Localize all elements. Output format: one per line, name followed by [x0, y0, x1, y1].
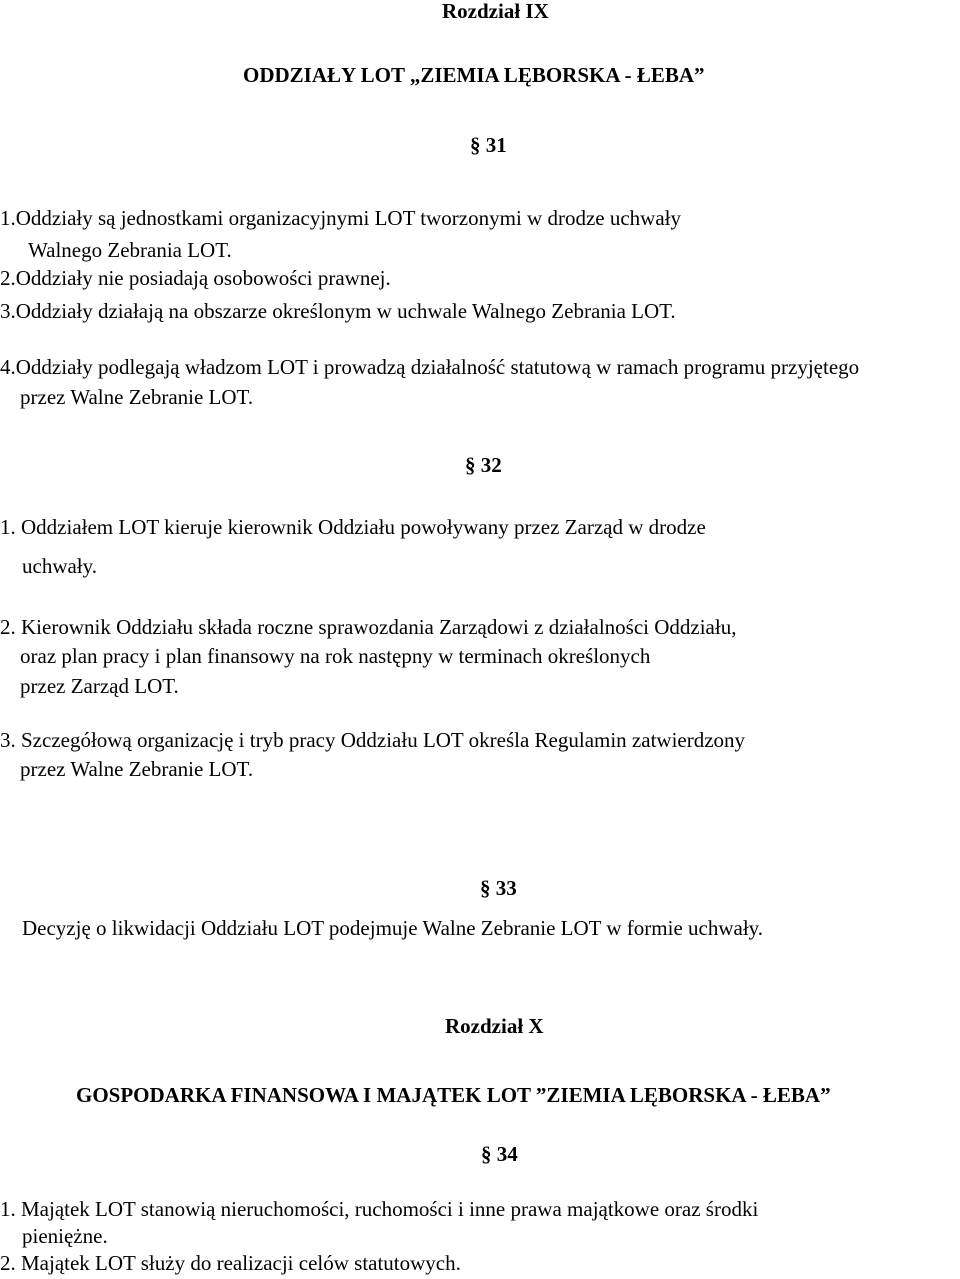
section-32-sign: § 32 [465, 453, 502, 477]
section-31-point-1-line-1: 1.Oddziały są jednostkami organizacyjnymi LOT tworzonymi w drodze uchwały [0, 206, 681, 230]
section-32-point-3-line-2: przez Walne Zebranie LOT. [20, 757, 254, 781]
chapter-9-title: ODDZIAŁY LOT „ZIEMIA LĘBORSKA - ŁEBA” [243, 63, 705, 87]
section-32-point-1-line-2: uchwały. [22, 554, 98, 578]
section-33-paragraph: Decyzję o likwidacji Oddziału LOT podejmuje Walne Zebranie LOT w formie uchwały. [22, 916, 764, 940]
chapter-10-title: GOSPODARKA FINANSOWA I MAJĄTEK LOT ”ZIEMIA LĘBORSKA - ŁEBA” [76, 1083, 831, 1107]
section-33-sign: § 33 [480, 876, 517, 900]
section-31-sign: § 31 [470, 133, 507, 157]
chapter-9-heading: Rozdział IX [442, 0, 549, 23]
section-32-point-2-line-2: oraz plan pracy i plan finansowy na rok następny w terminach określonych [20, 644, 651, 668]
section-31-point-4-line-2: przez Walne Zebranie LOT. [20, 385, 254, 409]
section-31-point-3: 3.Oddziały działają na obszarze określonym w uchwale Walnego Zebrania LOT. [0, 299, 676, 323]
section-34-point-2: 2. Majątek LOT służy do realizacji celów statutowych. [0, 1251, 461, 1275]
section-32-point-3-line-1: 3. Szczegółową organizację i tryb pracy Oddziału LOT określa Regulamin zatwierdzony [0, 728, 746, 752]
section-32-point-2-line-3: przez Zarząd LOT. [20, 674, 179, 698]
section-34-sign: § 34 [481, 1142, 518, 1166]
section-32-point-1-line-1: 1. Oddziałem LOT kieruje kierownik Oddziału powoływany przez Zarząd w drodze [0, 515, 706, 539]
section-32-point-2-line-1: 2. Kierownik Oddziału składa roczne sprawozdania Zarządowi z działalności Oddziału, [0, 615, 737, 639]
section-31-point-4-line-1: 4.Oddziały podlegają władzom LOT i prowadzą działalność statutową w ramach programu przyjętego [0, 355, 860, 379]
section-31-point-2: 2.Oddziały nie posiadają osobowości prawnej. [0, 266, 391, 290]
section-34-point-1-line-2: pieniężne. [22, 1224, 108, 1248]
chapter-10-heading: Rozdział X [445, 1014, 544, 1038]
section-31-point-1-line-2: Walnego Zebrania LOT. [28, 238, 232, 262]
section-34-point-1-line-1: 1. Majątek LOT stanowią nieruchomości, ruchomości i inne prawa majątkowe oraz środki [0, 1197, 759, 1221]
